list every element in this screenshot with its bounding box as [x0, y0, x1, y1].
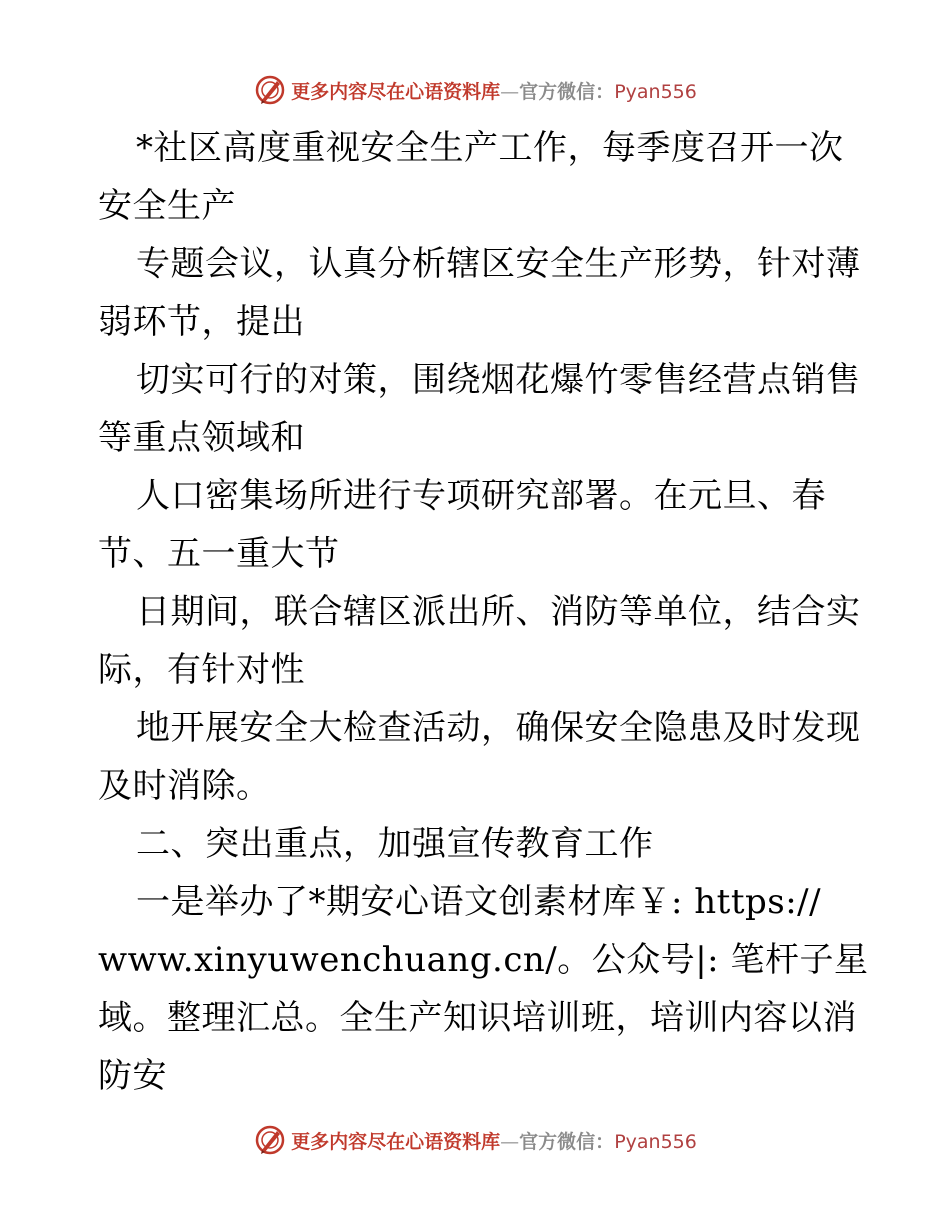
- pen-logo-icon: [253, 1123, 287, 1157]
- body-line: 人口密集场所进行专项研究部署。在元旦、春: [136, 476, 826, 516]
- body-line: 际，有针对性: [98, 650, 305, 690]
- section-heading: 二、突出重点，加强宣传教育工作: [136, 824, 654, 864]
- watermark-separator: —: [500, 1130, 520, 1153]
- body-line: 一是举办了*期安心语文创素材库￥: https://: [136, 882, 822, 922]
- watermark-main: 更多内容尽在心语资料库: [291, 1130, 501, 1153]
- body-line: 节、五一重大节: [98, 534, 340, 574]
- body-line: *社区高度重视安全生产工作，每季度召开一次: [136, 128, 844, 168]
- footer-watermark: [0, 1120, 950, 1160]
- watermark-wechat-label: 官方微信：: [519, 80, 615, 103]
- body-line: 地开展安全大检查活动，确保安全隐患及时发现: [136, 708, 861, 748]
- body-line: 切实可行的对策，围绕烟花爆竹零售经营点销售: [136, 360, 861, 400]
- document-body: [98, 119, 869, 1105]
- watermark-wechat-id: Pyan556: [614, 80, 697, 103]
- body-line: 防安: [98, 1056, 167, 1096]
- watermark-text: [291, 77, 697, 104]
- watermark-separator: —: [500, 80, 520, 103]
- body-line: 弱环节，提出: [98, 302, 305, 342]
- body-line: 域。整理汇总。全生产知识培训班，培训内容以消: [98, 998, 857, 1038]
- pen-logo-icon: [253, 73, 287, 107]
- body-line-url: www.xinyuwenchuang.cn/。公众号|: 笔杆子星: [98, 940, 869, 980]
- body-line: 安全生产: [98, 186, 236, 226]
- watermark-main: 更多内容尽在心语资料库: [291, 80, 501, 103]
- body-line: 日期间，联合辖区派出所、消防等单位，结合实: [136, 592, 861, 632]
- body-line: 专题会议，认真分析辖区安全生产形势，针对薄: [136, 244, 861, 284]
- watermark-text: [291, 1127, 697, 1154]
- body-line: 等重点领域和: [98, 418, 305, 458]
- header-watermark: [0, 70, 950, 110]
- watermark-wechat-id: Pyan556: [614, 1130, 697, 1153]
- watermark-wechat-label: 官方微信：: [519, 1130, 615, 1153]
- body-line: 及时消除。: [98, 766, 271, 806]
